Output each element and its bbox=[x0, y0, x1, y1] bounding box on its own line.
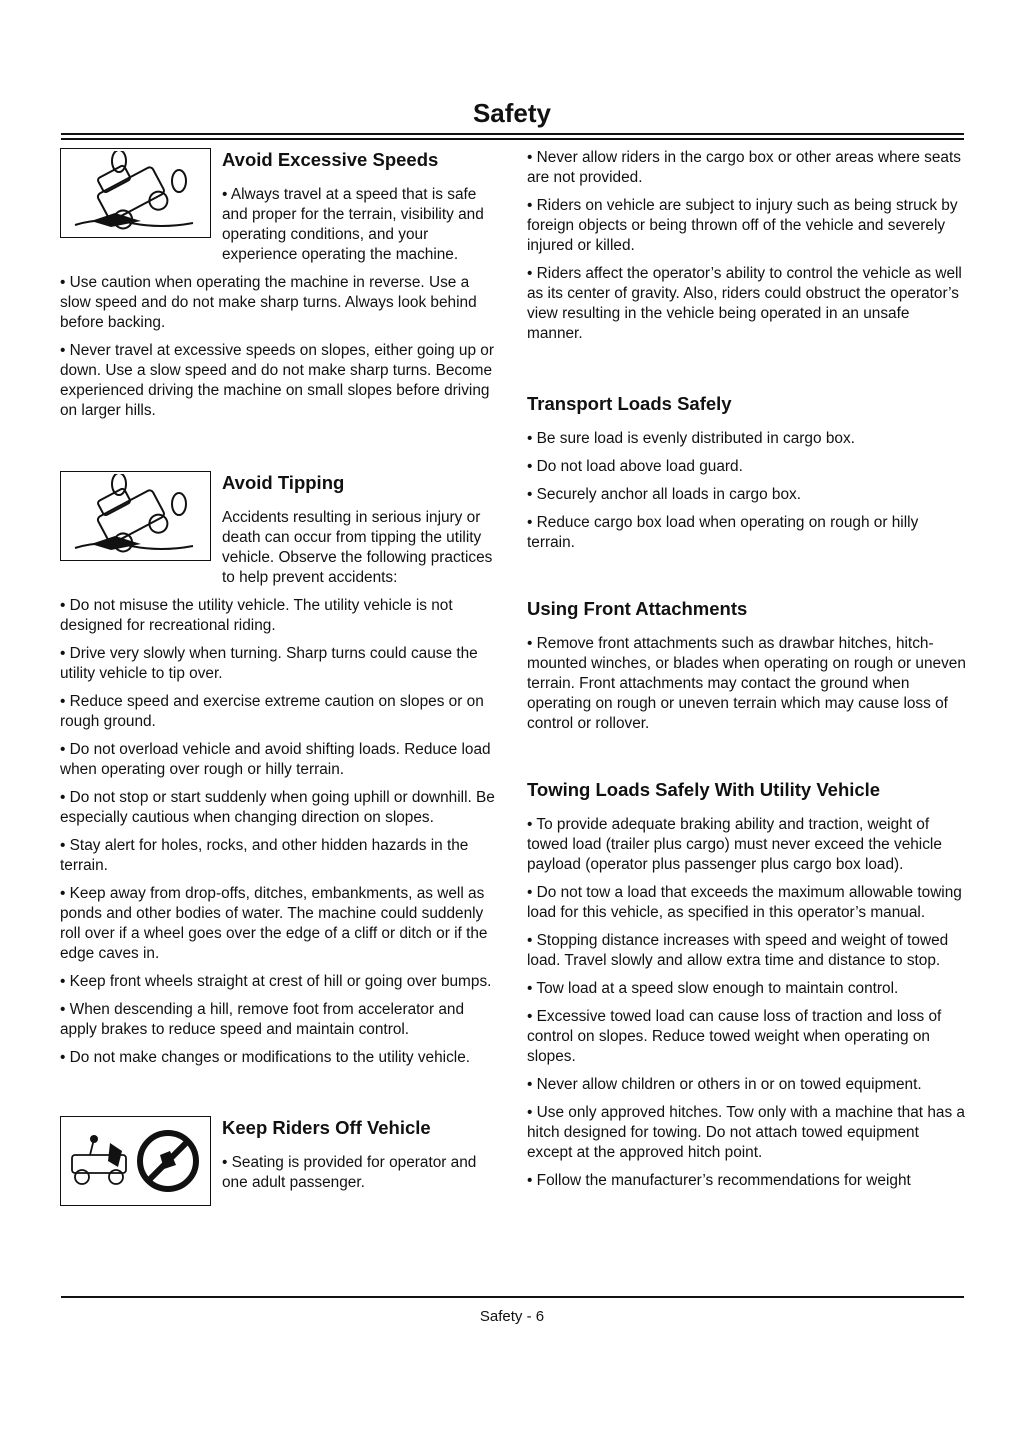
section-front-attachments bbox=[527, 597, 967, 734]
bullet-item: • Do not load above load guard. bbox=[527, 458, 743, 475]
bullet-item: • Remove front attachments such as drawbar hitches, hitch-mounted winches, or blades when operating on rough or uneven terrain. Front attachments may contact the ground when operating on rough or uneven terrain which may cause loss of control or rollover. bbox=[527, 635, 966, 732]
tipping-vehicle-icon bbox=[60, 148, 211, 238]
header-rule bbox=[61, 133, 964, 140]
page-title: Safety bbox=[472, 98, 552, 128]
bullet-item: • Keep away from drop-offs, ditches, embankments, as well as ponds and other bodies of water. The machine could suddenly roll over if a wheel goes over the edge of a cliff or ditch or if the edge caves in. bbox=[60, 885, 488, 962]
right-column bbox=[527, 148, 967, 1199]
bullet-item: • Do not misuse the utility vehicle. The utility vehicle is not designed for recreational riding. bbox=[60, 597, 453, 634]
bullet-item: • Tow load at a speed slow enough to maintain control. bbox=[527, 980, 899, 997]
bullet-item: • Never allow riders in the cargo box or other areas where seats are not provided. bbox=[527, 149, 961, 186]
section-keep-riders-off bbox=[60, 1116, 496, 1206]
footer-rule bbox=[61, 1296, 964, 1298]
section-towing-loads bbox=[527, 778, 967, 1191]
bullet-item: • Drive very slowly when turning. Sharp turns could cause the utility vehicle to tip over. bbox=[60, 645, 478, 682]
bullet-item: • Reduce speed and exercise extreme caution on slopes or on rough ground. bbox=[60, 693, 484, 730]
bullet-item: • Use only approved hitches. Tow only with a machine that has a hitch designed for towing. Do not attach towed equipment except at the approved hitch point. bbox=[527, 1104, 965, 1161]
section-title: Avoid Excessive Speeds bbox=[222, 149, 439, 170]
bullet-item: • Excessive towed load can cause loss of traction and loss of control on slopes. Reduce towed weight when operating on slopes. bbox=[527, 1008, 942, 1065]
section-lead: • Always travel at a speed that is safe and proper for the terrain, visibility and operating conditions, and your experience operating the machine. bbox=[222, 186, 484, 263]
section-title: Keep Riders Off Vehicle bbox=[222, 1117, 431, 1138]
bullet-item: • Do not overload vehicle and avoid shifting loads. Reduce load when operating over rough or hilly terrain. bbox=[60, 741, 491, 778]
section-title: Using Front Attachments bbox=[527, 598, 748, 619]
no-riders-icon bbox=[60, 1116, 211, 1206]
section-title: Transport Loads Safely bbox=[527, 393, 732, 414]
bullet-item: • Do not tow a load that exceeds the maximum allowable towing load for this vehicle, as specified in this operator’s manual. bbox=[527, 884, 962, 921]
bullet-item: • Reduce cargo box load when operating on rough or hilly terrain. bbox=[527, 514, 919, 551]
bullet-item: • To provide adequate braking ability and traction, weight of towed load (trailer plus cargo) must never exceed the vehicle payload (operator plus passenger plus cargo box load). bbox=[527, 816, 942, 873]
section-title: Towing Loads Safely With Utility Vehicle bbox=[527, 779, 881, 800]
section-lead: Accidents resulting in serious injury or death can occur from tipping the utility vehicle. Observe the following practices to help prevent accidents: bbox=[222, 509, 493, 586]
section-title: Avoid Tipping bbox=[222, 472, 345, 493]
bullet-item: • Stay alert for holes, rocks, and other hidden hazards in the terrain. bbox=[60, 837, 469, 874]
bullet-item: • Do not make changes or modifications to the utility vehicle. bbox=[60, 1049, 471, 1066]
page-footer: Safety - 6 bbox=[479, 1308, 545, 1325]
bullet-item: • Never allow children or others in or on towed equipment. bbox=[527, 1076, 922, 1093]
bullet-item: • Be sure load is evenly distributed in cargo box. bbox=[527, 430, 855, 447]
bullet-item: • Use caution when operating the machine in reverse. Use a slow speed and do not make sharp turns. Always look behind before backing. bbox=[60, 274, 477, 331]
bullet-item: • Riders affect the operator’s ability to control the vehicle as well as its center of gravity. Also, riders could obstruct the operator’s view resulting in the vehicle being operated in an unsafe manner. bbox=[527, 265, 962, 342]
section-avoid-tipping bbox=[60, 471, 496, 1068]
left-column bbox=[60, 148, 496, 1206]
bullet-item: • Follow the manufacturer’s recommendations for weight bbox=[527, 1172, 911, 1189]
bullet-item: • When descending a hill, remove foot from accelerator and apply brakes to reduce speed and maintain control. bbox=[60, 1001, 465, 1038]
section-transport-loads bbox=[527, 392, 967, 553]
bullet-item: • Keep front wheels straight at crest of hill or going over bumps. bbox=[60, 973, 492, 990]
bullet-item: • Do not stop or start suddenly when going uphill or downhill. Be especially cautious when changing direction on slopes. bbox=[60, 789, 495, 826]
bullet-item: • Securely anchor all loads in cargo box. bbox=[527, 486, 802, 503]
bullet-item: • Stopping distance increases with speed and weight of towed load. Travel slowly and allow extra time and distance to stop. bbox=[527, 932, 949, 969]
bullet-item: • Riders on vehicle are subject to injury such as being struck by foreign objects or being thrown off of the vehicle and severely injured or killed. bbox=[527, 197, 958, 254]
section-riders-continued bbox=[527, 148, 967, 344]
bullet-item: • Never travel at excessive speeds on slopes, either going up or down. Use a slow speed and do not make sharp turns. Become experienced driving the machine on small slopes before driving on larger hills. bbox=[60, 342, 494, 419]
tipping-vehicle-icon bbox=[60, 471, 211, 561]
section-avoid-excessive-speeds bbox=[60, 148, 496, 421]
section-lead: • Seating is provided for operator and one adult passenger. bbox=[222, 1154, 477, 1191]
